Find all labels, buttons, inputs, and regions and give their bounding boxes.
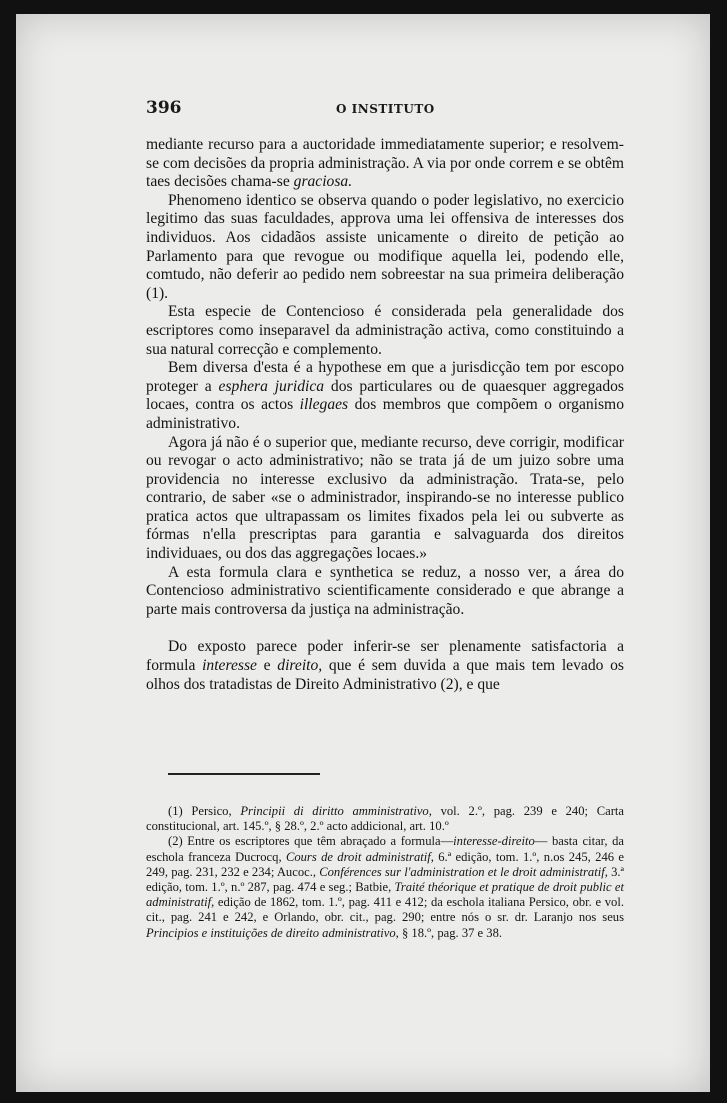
paragraph-4: Bem diversa d'esta é a hypothese em que a jurisdicção tem por escopo proteger a esphera juridica dos particulares ou de quaesquer aggregados locaes, contra os actos illegaes dos membros que compõem o organismo administrativo. — [146, 359, 624, 432]
page-header — [146, 98, 636, 122]
paragraph-7: Do exposto parece poder inferir-se ser plenamente satisfactoria a formula interesse e direito, que é sem duvida a que mais tem levado os olhos dos tratadistas de Direito Administrativo (2), e que — [146, 638, 624, 693]
footnote-1: (1) Persico, Principii di diritto amministrativo, vol. 2.º, pag. 239 e 240; Carta constitucional, art. 145.º, § 28.º, 2.º acto addicional, art. 10.º — [146, 804, 624, 834]
book-page — [16, 14, 710, 1092]
paragraph-6: A esta formula clara e synthetica se reduz, a nosso ver, a área do Contencioso administrativo scientificamente considerado e que abrange a parte mais controversa da justiça na administração. — [146, 563, 624, 618]
running-title: O INSTITUTO — [336, 102, 435, 116]
paragraph-5: Agora já não é o superior que, mediante recurso, deve corrigir, modificar ou revogar o acto administrativo; não se trata já de um juizo sobre uma providencia no interesse exclusivo da administração. Trata-se, pelo contrario, de saber «se o administrador, inspirando-se no interesse publico pratica actos que ultrapassam os limites fixados pela lei ou subverte as fórmas n'ella prescriptas para garantia e salvaguarda dos direitos individuaes, ou dos das aggregações locaes.» — [146, 433, 624, 563]
footnote-divider — [168, 773, 320, 775]
body-text — [146, 136, 624, 694]
paragraph-3: Esta especie de Contencioso é considerada pela generalidade dos escriptores como inseparavel da administração activa, como constituindo a sua natural correcção e complemento. — [146, 303, 624, 358]
footnote-2: (2) Entre os escriptores que têm abraçado a formula—interesse-direito— basta citar, da eschola franceza Ducrocq, Cours de droit administratif, 6.ª edição, tom. 1.º, n.os 245, 246 e 249, pag. 231, 232 e 234; Aucoc., Conférences sur l'administration et le droit administratif, 3.ª edição, tom. 1.º, n.º 287, pag. 474 e seg.; Batbie, Traité théorique et pratique de droit public et administratif, edição de 1862, tom. 1.º, pag. 411 e 412; da eschola italiana Persico, obr. e vol. cit., pag. 241 e 242, e Orlando, obr. cit., pag. 290; entre nós o sr. dr. Laranjo nos seus Principios e instituições de direito administrativo, § 18.º, pag. 37 e 38. — [146, 834, 624, 940]
page-number: 396 — [146, 98, 182, 118]
paragraph-2: Phenomeno identico se observa quando o poder legislativo, no exercicio legitimo das suas faculdades, approva uma lei offensiva de interesses dos individuos. Aos cidadãos assiste unicamente o direito de petição ao Parlamento para que revogue ou modifique aquella lei, podendo elle, comtudo, não deferir ao pedido nem sobreestar na sua primeira deliberação (1). — [146, 191, 624, 302]
paragraph-1: mediante recurso para a auctoridade immediatamente superior; e resolvem-se com decisões da propria administração. A via por onde correm e se obtêm taes decisões chama-se graciosa. — [146, 136, 624, 191]
footnotes — [146, 804, 624, 941]
